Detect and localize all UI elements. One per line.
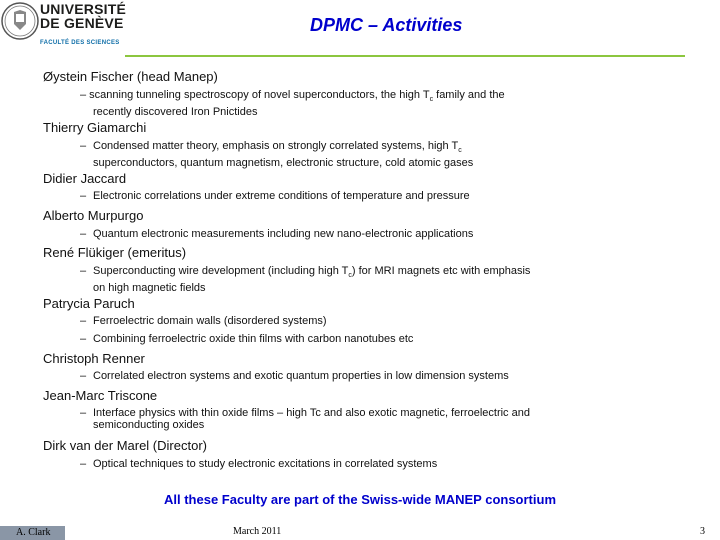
faculty-name: FACULTÉ DES SCIENCES <box>40 40 120 46</box>
person-name: Christoph Renner <box>43 351 145 366</box>
bullet-text: Condensed matter theory, emphasis on strongly correlated systems, high $T_c$ superconductors, quantum magnetism, electronic structure, cold atomic gases <box>93 140 474 170</box>
page-number: 3 <box>700 526 705 537</box>
bullet-text: – scanning tunneling spectroscopy of novel superconductors, the high $T_c$ family and the recently discovered Iron Pnictides <box>80 89 505 119</box>
header-rule <box>125 55 685 57</box>
person-name: Thierry Giamarchi <box>43 120 147 135</box>
footer-date: March 2011 <box>233 526 282 537</box>
person-name: Dirk van der Marel (Director) <box>43 438 207 453</box>
person-name: Didier Jaccard <box>43 171 127 186</box>
bullet-text: Ferroelectric domain walls (disordered systems) <box>93 315 327 327</box>
person-name: René Flükiger (emeritus) <box>43 245 187 260</box>
person-name: Jean-Marc Triscone <box>43 388 158 403</box>
bullet-text: Electronic correlations under extreme conditions of temperature and pressure <box>93 190 470 202</box>
footer-author: A. Clark <box>16 527 51 538</box>
slide-title: DPMC – Activities <box>310 15 463 35</box>
bullet-text: Quantum electronic measurements including new nano-electronic applications <box>93 228 474 240</box>
consortium-note: All these Faculty are part of the Swiss-wide MANEP consortium <box>163 492 556 507</box>
university-name: UNIVERSITÉ DE GENÈVE <box>40 1 127 31</box>
person-name: Øystein Fischer (head Manep) <box>43 69 218 84</box>
person-name: Alberto Murpurgo <box>43 208 144 223</box>
bullet-text: Interface physics with thin oxide films – high Tc and also exotic magnetic, ferroelectric and semiconducting oxides <box>93 407 530 431</box>
bullet-text: Correlated electron systems and exotic quantum properties in low dimension systems <box>93 370 509 382</box>
bullet-text: Optical techniques to study electronic excitations in correlated systems <box>93 458 438 470</box>
bullet-text: Superconducting wire development (including high $T_c$) for MRI magnets etc with emphasis on high magnetic fields <box>93 265 531 295</box>
person-name: Patrycia Paruch <box>43 296 135 311</box>
bullet-text: Combining ferroelectric oxide thin films with carbon nanotubes etc <box>93 333 414 345</box>
